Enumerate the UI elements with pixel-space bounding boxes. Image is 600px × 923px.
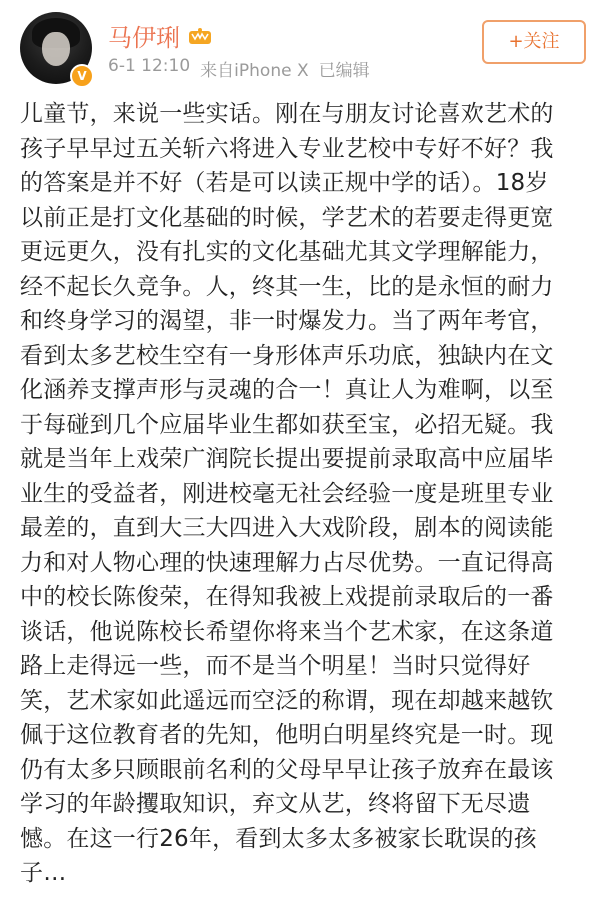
content-line: 孩子早早过五关斩六将进入专业艺校中专好不好？我 bbox=[20, 135, 554, 162]
post-source: 来自iPhone X bbox=[200, 61, 309, 81]
content-line: 更远更久，没有扎实的文化基础尤其文学理解能力， bbox=[20, 239, 554, 265]
content-line: 以前正是打文化基础的时候，学艺术的若要走得更宽 bbox=[20, 204, 554, 231]
content-line: 谈话，他说陈校长希望你将来当个艺术家，在这条道 bbox=[20, 618, 554, 645]
content-line: 看到太多艺校生空有一身形体声乐功底，独缺内在文 bbox=[20, 342, 554, 369]
content-line: 经不起长久竞争。人，终其一生，比的是永恒的耐力 bbox=[20, 273, 554, 300]
content-line: 笑，艺术家如此遥远而空泛的称谓，现在却越来越钦 bbox=[20, 687, 554, 714]
post-meta bbox=[108, 56, 370, 81]
content-line: 力和对人物心理的快速理解力占尽优势。一直记得高 bbox=[20, 549, 554, 576]
content-line: 中的校长陈俊荣，在得知我被上戏提前录取后的一番 bbox=[20, 584, 554, 610]
content-line: 化涵养支撑声形与灵魂的合一！真让人为难啊，以至 bbox=[20, 377, 554, 403]
content-line: 就是当年上戏荣广润院长提出要提前录取高中应届毕 bbox=[20, 446, 554, 472]
content-line: 仍有太多只顾眼前名利的父母早早让孩子放弃在最该 bbox=[20, 756, 554, 783]
content-line: 路上走得远一些，而不是当个明星！当时只觉得好 bbox=[20, 653, 531, 679]
edited-label: 已编辑 bbox=[318, 61, 370, 81]
content-line: 于每碰到几个应届毕业生都如获至宝，必招无疑。我 bbox=[20, 411, 554, 438]
follow-button[interactable]: +关注 bbox=[482, 20, 586, 64]
content-line: 子… bbox=[20, 860, 67, 886]
content-line: 佩于这位教育者的先知，他明白明星终究是一时。现 bbox=[20, 722, 554, 748]
content-line: 学习的年龄攫取知识，弃文从艺，终将留下无尽遗 bbox=[20, 791, 531, 817]
vip-crown-icon bbox=[188, 27, 212, 45]
verified-badge-icon: V bbox=[70, 64, 94, 88]
content-line: 最差的，直到大三大四进入大戏阶段，剧本的阅读能 bbox=[20, 515, 554, 541]
content-line: 和终身学习的渴望，非一时爆发力。当了两年考官， bbox=[20, 308, 554, 334]
content-line: 的答案是并不好（若是可以读正规中学的话）。18岁 bbox=[20, 170, 549, 196]
content-line: 儿童节，来说一些实话。刚在与朋友讨论喜欢艺术的 bbox=[20, 101, 554, 127]
content-line: 业生的受益者，刚进校毫无社会经验一度是班里专业 bbox=[20, 480, 554, 507]
post-time: 6-1 12:10 bbox=[108, 56, 191, 76]
content-line: 憾。在这一行26年，看到太多太多被家长耽误的孩 bbox=[20, 825, 537, 852]
author-name[interactable]: 马伊琍 bbox=[108, 24, 180, 52]
post-content bbox=[20, 97, 582, 891]
author-row bbox=[108, 18, 212, 53]
